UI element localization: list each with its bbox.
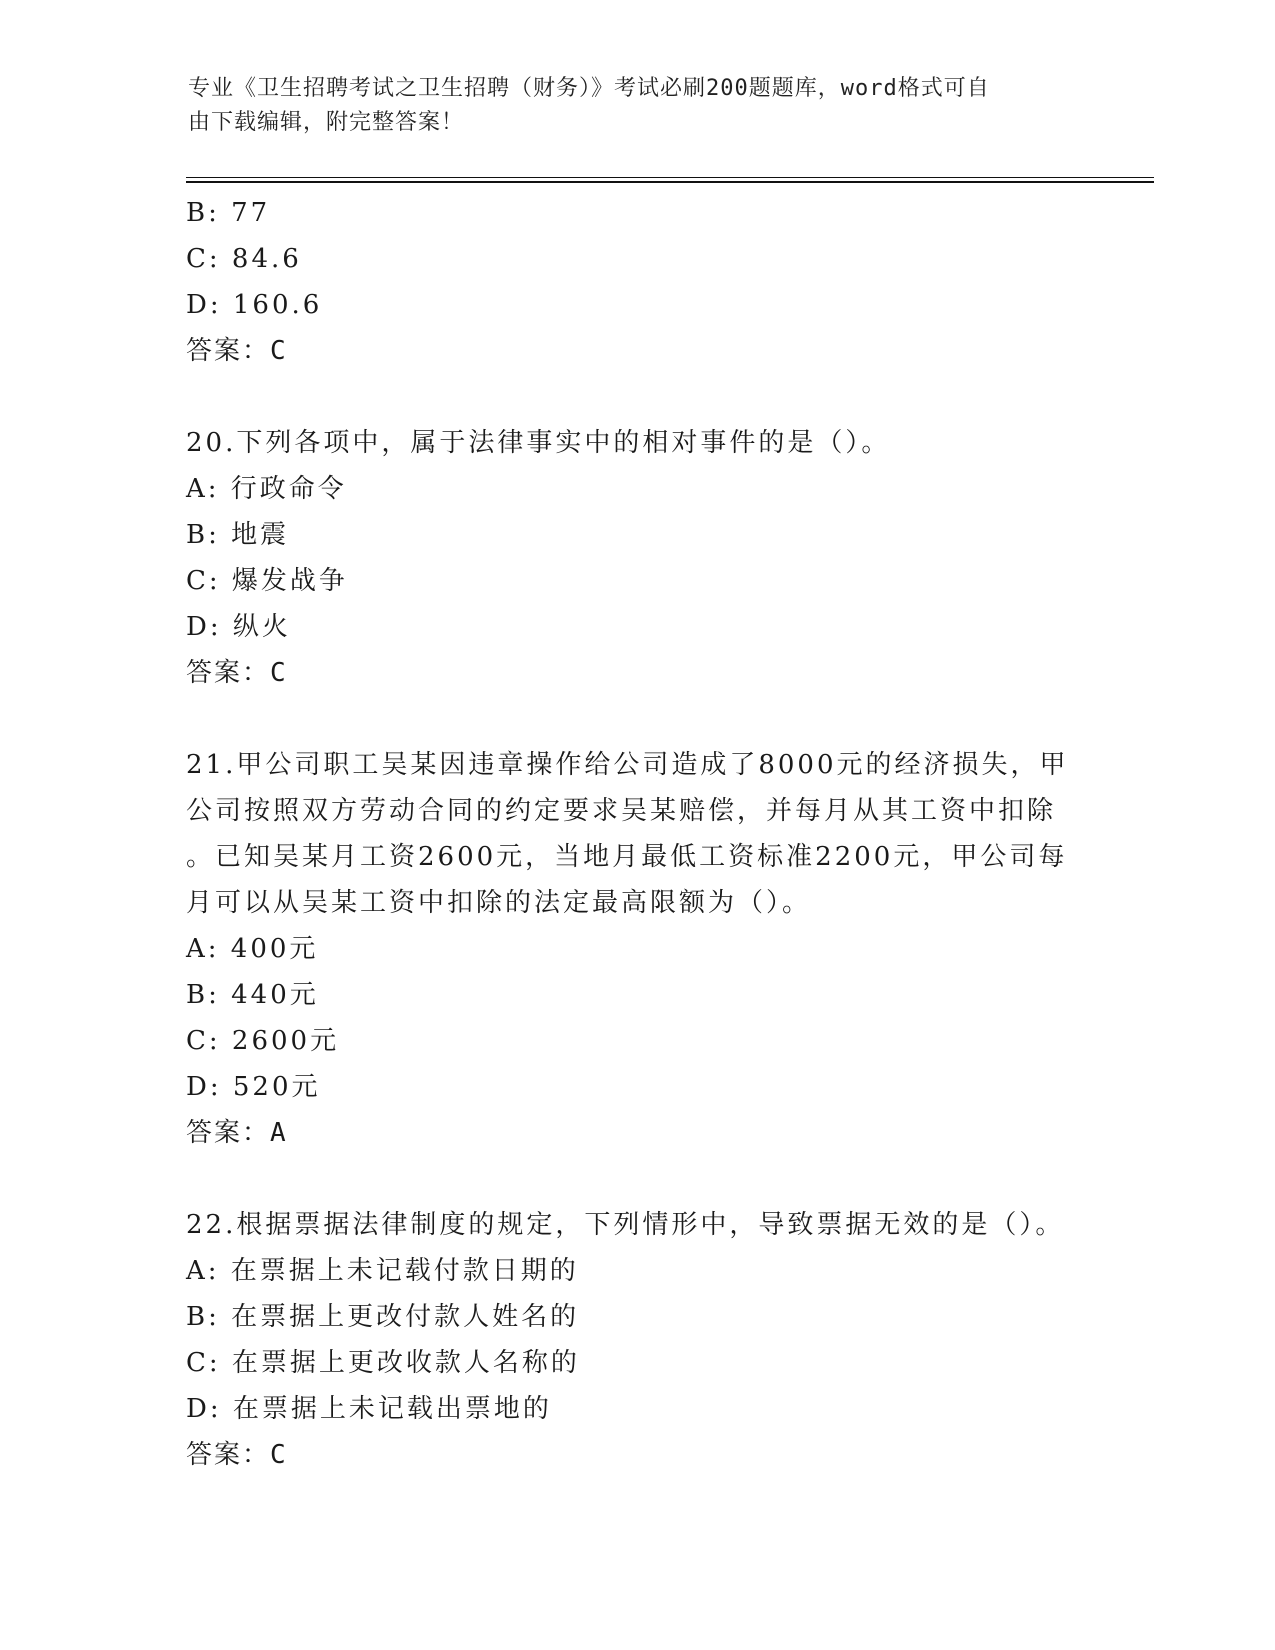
- option-b: B: 77: [186, 198, 271, 228]
- question-21: [186, 742, 1086, 1156]
- answer-value: C: [270, 1440, 286, 1470]
- option-d: D: 160.6: [186, 290, 323, 320]
- answer-label: 答案：: [186, 658, 271, 688]
- question-stem-line-2: 公司按照双方劳动合同的约定要求吴某赔偿，并每月从其工资中扣除: [186, 796, 1057, 826]
- answer-line: [186, 1110, 1086, 1156]
- answer-label: 答案：: [186, 1440, 271, 1470]
- question-content: [186, 190, 1086, 1478]
- question-20: [186, 420, 1086, 696]
- question-stem-line-4: 月可以从吴某工资中扣除的法定最高限额为（）。: [186, 888, 812, 918]
- option-a: A: 行政命令: [186, 474, 347, 504]
- answer-line: [186, 650, 1086, 696]
- option-c: C: 爆发战争: [186, 566, 348, 596]
- header-line-2: 由下载编辑，附完整答案！: [188, 110, 465, 135]
- answer-label: 答案：: [186, 336, 271, 366]
- question-stem: 22.根据票据法律制度的规定，下列情形中，导致票据无效的是（）。: [186, 1210, 1065, 1240]
- header-divider-thick: [186, 181, 1154, 183]
- option-a: A: 在票据上未记载付款日期的: [186, 1256, 579, 1286]
- option-c: C: 84.6: [186, 244, 302, 274]
- option-c: C: 在票据上更改收款人名称的: [186, 1348, 580, 1378]
- question-22: [186, 1202, 1086, 1478]
- previous-question-tail: [186, 190, 1086, 374]
- question-stem-line-1: 21.甲公司职工吴某因违章操作给公司造成了8000元的经济损失，甲: [186, 750, 1069, 780]
- option-a: A: 400元: [186, 934, 319, 964]
- option-b: B: 440元: [186, 980, 319, 1010]
- question-stem: 20.下列各项中，属于法律事实中的相对事件的是（）。: [186, 428, 891, 458]
- option-d: D: 在票据上未记载出票地的: [186, 1394, 552, 1424]
- answer-line: [186, 328, 1086, 374]
- option-c: C: 2600元: [186, 1026, 340, 1056]
- answer-value: A: [270, 1118, 286, 1148]
- answer-label: 答案：: [186, 1118, 271, 1148]
- option-b: B: 地震: [186, 520, 290, 550]
- option-d: D: 520元: [186, 1072, 321, 1102]
- answer-value: C: [270, 336, 286, 366]
- question-stem-line-3: 。已知吴某月工资2600元，当地月最低工资标准2200元，甲公司每: [186, 842, 1068, 872]
- answer-value: C: [270, 658, 286, 688]
- header-line-1: 专业《卫生招聘考试之卫生招聘（财务）》考试必刷200题题库，word格式可自: [188, 76, 990, 101]
- option-d: D: 纵火: [186, 612, 291, 642]
- document-header: [188, 72, 1068, 140]
- header-divider-thin: [186, 177, 1154, 178]
- option-b: B: 在票据上更改付款人姓名的: [186, 1302, 580, 1332]
- answer-line: [186, 1432, 1086, 1478]
